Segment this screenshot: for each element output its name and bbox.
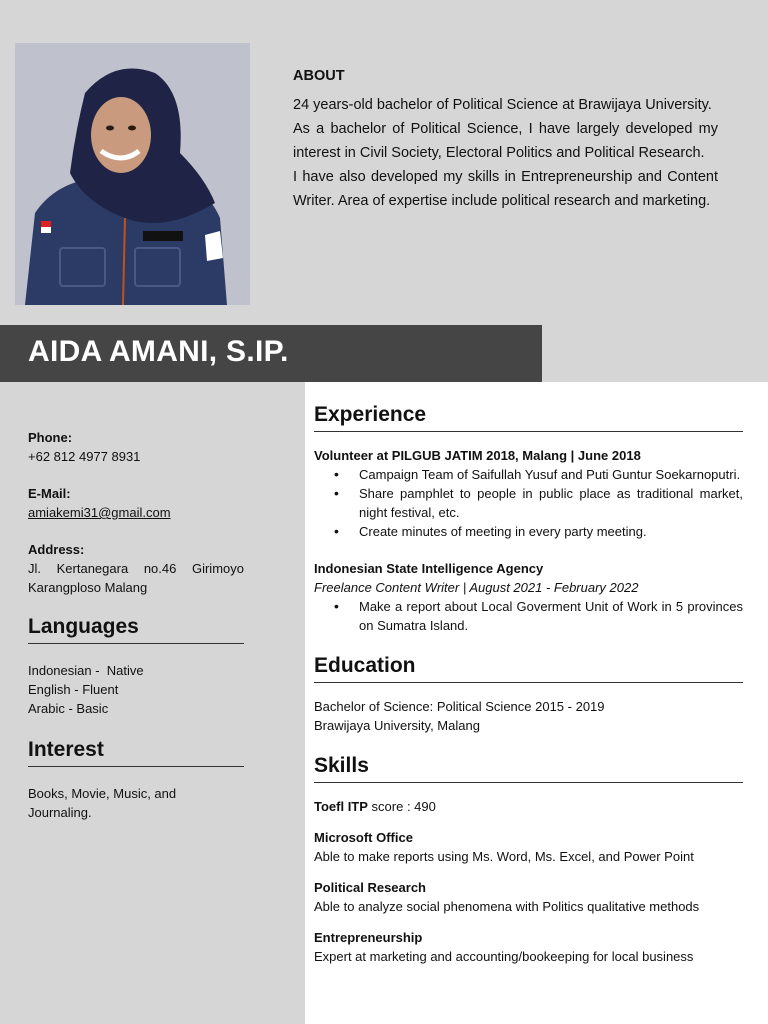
phone-value: +62 812 4977 8931 <box>28 449 141 464</box>
skill-item <box>314 928 743 966</box>
education-degree: Bachelor of Science: Political Science 2015 - 2019 <box>314 699 605 714</box>
interest-heading: Interest <box>28 738 244 767</box>
full-name: AIDA AMANI, S.IP. <box>28 335 289 368</box>
job-title: Volunteer at PILGUB JATIM 2018, Malang | June 2018 <box>314 448 641 463</box>
languages-heading: Languages <box>28 615 244 644</box>
toefl-score: score : 490 <box>367 799 436 814</box>
job-subtitle: Freelance Content Writer | August 2021 - February 2022 <box>314 580 639 595</box>
skill-title: Entrepreneurship <box>314 930 423 945</box>
skill-title: Political Research <box>314 880 426 895</box>
skill-item <box>314 828 743 866</box>
portrait-illustration <box>15 43 250 305</box>
phone-block <box>28 428 244 466</box>
address-value: Jl. Kertanegara no.46 Girimoyo Karangploso Malang <box>28 561 244 595</box>
language-item: Indonesian - Native <box>28 663 144 678</box>
skill-description: Able to analyze social phenomena with Politics qualitative methods <box>314 899 700 914</box>
education-school: Brawijaya University, Malang <box>314 718 480 733</box>
address-block <box>28 540 244 597</box>
language-item: English - Fluent <box>28 682 119 697</box>
email-block <box>28 484 244 522</box>
education-heading: Education <box>314 654 743 683</box>
email-link[interactable]: amiakemi31@gmail.com <box>28 505 171 520</box>
job-title: Indonesian State Intelligence Agency <box>314 561 544 576</box>
about-paragraph-2: As a bachelor of Political Science, I have largely developed my interest in Civil Society, Electoral Politics and Political Research. <box>293 121 718 161</box>
address-label: Address: <box>28 542 85 557</box>
interest-text: Books, Movie, Music, and Journaling. <box>28 786 177 820</box>
about-heading: ABOUT <box>293 68 345 84</box>
experience-heading: Experience <box>314 403 743 432</box>
job-bullet-list <box>314 597 743 635</box>
skills-heading: Skills <box>314 754 743 783</box>
job-bullet: • Create minutes of meeting in every party meeting. <box>359 522 743 541</box>
job-bullet: • Make a report about Local Goverment Unit of Work in 5 provinces on Sumatra Island. <box>359 597 743 635</box>
skill-description: Able to make reports using Ms. Word, Ms. Excel, and Power Point <box>314 849 694 864</box>
skill-item <box>314 878 743 916</box>
toefl-label: Toefl ITP <box>314 799 368 814</box>
right-panel <box>305 382 768 1024</box>
language-item: Arabic - Basic <box>28 701 109 716</box>
about-section <box>293 66 718 213</box>
languages-list <box>28 661 244 718</box>
job-bullet: • Share pamphlet to people in public place as traditional market, night festival, etc. <box>359 484 743 522</box>
job-bullet-list <box>314 465 743 541</box>
phone-label: Phone: <box>28 430 73 445</box>
skill-title: Microsoft Office <box>314 830 413 845</box>
email-label: E-Mail: <box>28 486 71 501</box>
profile-photo <box>15 43 250 305</box>
left-column <box>28 428 244 822</box>
about-paragraph-3: I have also developed my skills in Entrepreneurship and Content Writer. Area of expertise include political research and marketing. <box>293 169 718 209</box>
job-bullet: • Campaign Team of Saifullah Yusuf and Puti Guntur Soekarnoputri. <box>359 465 743 484</box>
skill-description: Expert at marketing and accounting/bookeeping for local business <box>314 949 694 964</box>
name-banner <box>0 325 542 382</box>
about-paragraph-1: 24 years-old bachelor of Political Science at Brawijaya University. <box>293 97 712 113</box>
toefl-line <box>314 797 743 816</box>
